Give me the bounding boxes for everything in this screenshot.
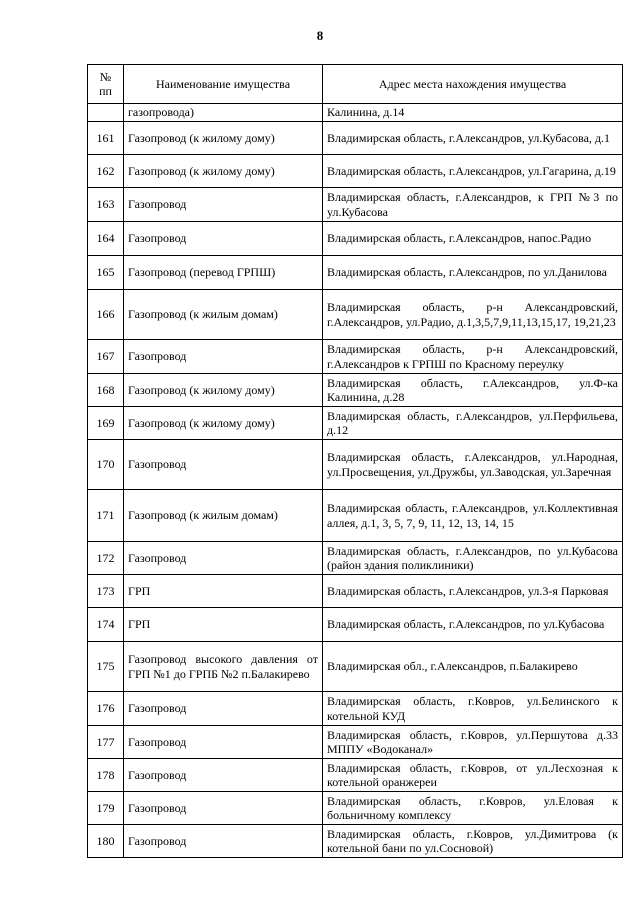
row-name: Газопровод (к жилому дому) bbox=[124, 122, 323, 155]
row-address: Владимирская обл., г.Александров, п.Балакирево bbox=[323, 642, 623, 692]
row-name: Газопровод bbox=[124, 222, 323, 256]
table-row bbox=[88, 222, 623, 256]
row-address: Владимирская область, г.Александров, к ГРП №3 по ул.Кубасова bbox=[323, 188, 623, 222]
table-row bbox=[88, 792, 623, 825]
row-num: 165 bbox=[88, 256, 124, 290]
row-num: 178 bbox=[88, 759, 124, 792]
table-row bbox=[88, 407, 623, 440]
row-address: Владимирская область, г.Ковров, от ул.Лесхозная к котельной оранжереи bbox=[323, 759, 623, 792]
row-address: Владимирская область, г.Александров, напос.Радио bbox=[323, 222, 623, 256]
row-num: 170 bbox=[88, 440, 124, 490]
row-address: Владимирская область, г.Александров, ул.Коллективная аллея, д.1, 3, 5, 7, 9, 11, 12, 13, 14, 15 bbox=[323, 490, 623, 542]
table-row bbox=[88, 490, 623, 542]
table-row bbox=[88, 642, 623, 692]
row-name: Газопровод (к жилому дому) bbox=[124, 155, 323, 188]
row-name: Газопровод (к жилым домам) bbox=[124, 490, 323, 542]
row-num: 164 bbox=[88, 222, 124, 256]
row-num: 162 bbox=[88, 155, 124, 188]
row-num bbox=[88, 104, 124, 122]
row-num: 161 bbox=[88, 122, 124, 155]
header-address: Адрес места нахождения имущества bbox=[323, 65, 623, 104]
row-num: 179 bbox=[88, 792, 124, 825]
row-name: Газопровод bbox=[124, 792, 323, 825]
row-name: Газопровод bbox=[124, 692, 323, 726]
row-num: 171 bbox=[88, 490, 124, 542]
table-row bbox=[88, 122, 623, 155]
row-name: Газопровод bbox=[124, 542, 323, 575]
row-num: 175 bbox=[88, 642, 124, 692]
row-num: 166 bbox=[88, 290, 124, 340]
row-address: Владимирская область, г.Александров, по ул.Данилова bbox=[323, 256, 623, 290]
table-row bbox=[88, 825, 623, 858]
table-row bbox=[88, 256, 623, 290]
table-row bbox=[88, 440, 623, 490]
page-number: 8 bbox=[316, 28, 324, 43]
row-name: газопровода) bbox=[124, 104, 323, 122]
row-address: Владимирская область, г.Ковров, ул.Еловая к больничному комплексу bbox=[323, 792, 623, 825]
row-num: 176 bbox=[88, 692, 124, 726]
row-address: Владимирская область, г.Александров, по ул.Кубасова (район здания поликлиники) bbox=[323, 542, 623, 575]
row-name: Газопровод (к жилым домам) bbox=[124, 290, 323, 340]
row-address: Владимирская область, г.Александров, ул.Кубасова, д.1 bbox=[323, 122, 623, 155]
row-name: Газопровод bbox=[124, 825, 323, 858]
row-name: Газопровод (к жилому дому) bbox=[124, 407, 323, 440]
row-num: 173 bbox=[88, 575, 124, 608]
row-address: Владимирская область, г.Александров, ул.3-я Парковая bbox=[323, 575, 623, 608]
table-row bbox=[88, 340, 623, 374]
row-address: Владимирская область, г.Александров, по ул.Кубасова bbox=[323, 608, 623, 642]
row-name: Газопровод (перевод ГРПШ) bbox=[124, 256, 323, 290]
row-address: Владимирская область, г.Александров, ул.Перфильева, д.12 bbox=[323, 407, 623, 440]
table-row bbox=[88, 692, 623, 726]
row-name: Газопровод высокого давления от ГРП №1 до ГРПБ №2 п.Балакирево bbox=[124, 642, 323, 692]
table-row bbox=[88, 542, 623, 575]
table-row bbox=[88, 290, 623, 340]
row-name: Газопровод bbox=[124, 759, 323, 792]
row-address: Владимирская область, г.Александров, ул.Гагарина, д.19 bbox=[323, 155, 623, 188]
table-row bbox=[88, 104, 623, 122]
row-num: 168 bbox=[88, 374, 124, 407]
row-num: 172 bbox=[88, 542, 124, 575]
row-num: 177 bbox=[88, 726, 124, 759]
row-num: 169 bbox=[88, 407, 124, 440]
row-num: 163 bbox=[88, 188, 124, 222]
row-name: Газопровод bbox=[124, 726, 323, 759]
row-address: Владимирская область, г.Ковров, ул.Димитрова (к котельной бани по ул.Сосновой) bbox=[323, 825, 623, 858]
row-num: 180 bbox=[88, 825, 124, 858]
table-header-row bbox=[88, 65, 623, 104]
header-name: Наименование имущества bbox=[124, 65, 323, 104]
row-address: Владимирская область, р-н Александровский, г.Александров, ул.Радио, д.1,3,5,7,9,11,13,15,17, 19,21,23 bbox=[323, 290, 623, 340]
table-row bbox=[88, 188, 623, 222]
row-address: Владимирская область, г.Александров, ул.Ф-ка Калинина, д.28 bbox=[323, 374, 623, 407]
header-num: № пп bbox=[88, 65, 124, 104]
row-address: Владимирская область, г.Ковров, ул.Першутова д.33 МППУ «Водоканал» bbox=[323, 726, 623, 759]
row-name: Газопровод (к жилому дому) bbox=[124, 374, 323, 407]
row-name: ГРП bbox=[124, 608, 323, 642]
row-num: 174 bbox=[88, 608, 124, 642]
property-table bbox=[87, 64, 623, 858]
row-name: ГРП bbox=[124, 575, 323, 608]
table-row bbox=[88, 608, 623, 642]
row-address: Калинина, д.14 bbox=[323, 104, 623, 122]
row-address: Владимирская область, г.Ковров, ул.Белинского к котельной КУД bbox=[323, 692, 623, 726]
row-address: Владимирская область, р-н Александровский, г.Александров к ГРПШ по Красному переулку bbox=[323, 340, 623, 374]
table-row bbox=[88, 155, 623, 188]
row-name: Газопровод bbox=[124, 440, 323, 490]
row-name: Газопровод bbox=[124, 188, 323, 222]
row-num: 167 bbox=[88, 340, 124, 374]
table-row bbox=[88, 726, 623, 759]
table-row bbox=[88, 759, 623, 792]
table-row bbox=[88, 374, 623, 407]
row-name: Газопровод bbox=[124, 340, 323, 374]
row-address: Владимирская область, г.Александров, ул.Народная, ул.Просвещения, ул.Дружбы, ул.Заводская, ул.Заречная bbox=[323, 440, 623, 490]
table-row bbox=[88, 575, 623, 608]
